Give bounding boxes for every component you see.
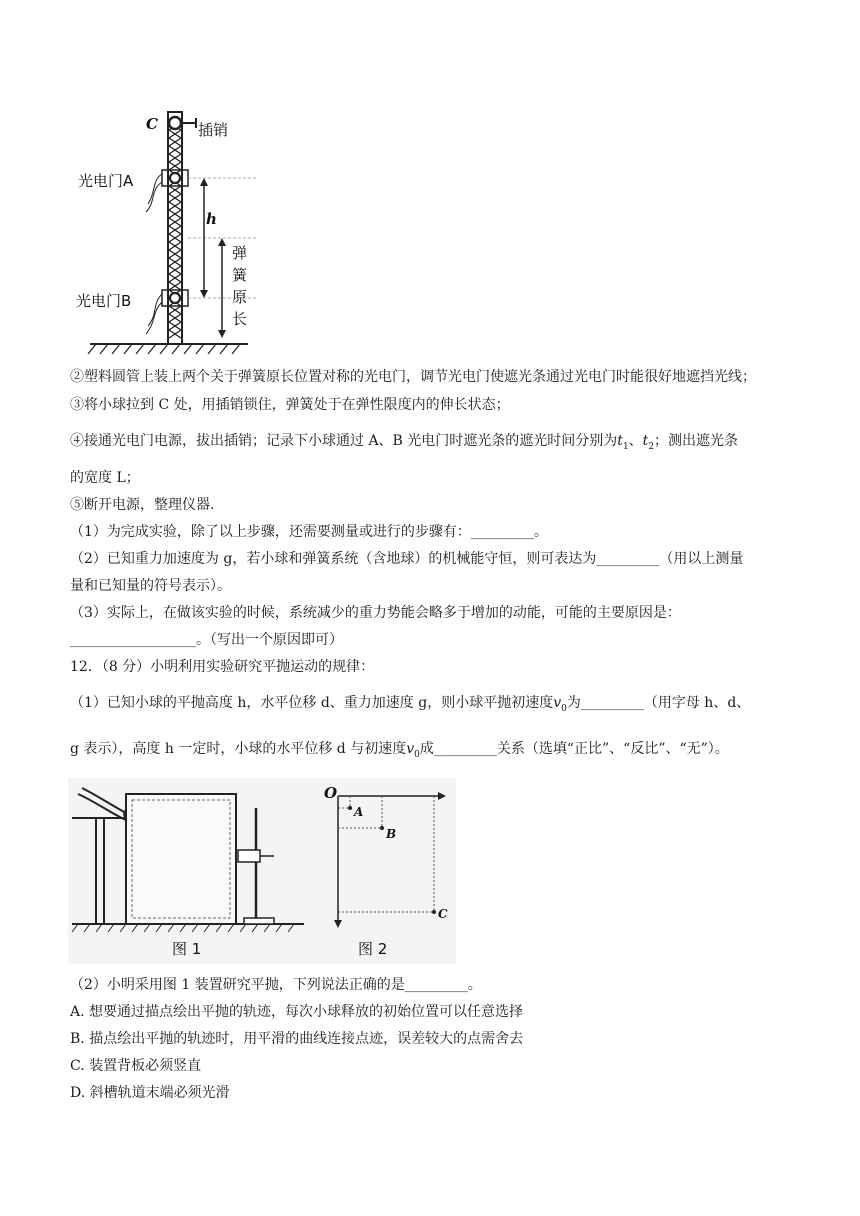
fig2-label-b: B — [386, 827, 397, 841]
projectile-figures — [68, 778, 456, 964]
option-a: A. 想要通过描点绘出平抛的轨迹，每次小球释放的初始位置可以任意选择 — [70, 1004, 524, 1020]
q12-part-1a-tail: 为_________（用字母 h、d、 — [566, 695, 751, 711]
figure-1-caption: 图 1 — [172, 940, 202, 958]
label-pin: 插销 — [198, 121, 229, 139]
q11-part-1: （1）为完成实验，除了以上步骤，还需要测量或进行的步骤有：_________。 — [70, 524, 548, 540]
t1-subscript: 1 — [622, 441, 629, 452]
spring-apparatus-figure — [72, 108, 262, 356]
q12-part-1b — [70, 739, 729, 765]
step-5: ⑤断开电源，整理仪器. — [70, 497, 215, 513]
label-spring-3: 原 — [232, 288, 248, 306]
figure-1-apparatus — [72, 788, 304, 932]
label-spring-4: 长 — [232, 310, 248, 328]
label-gate-a: 光电门A — [78, 172, 134, 190]
q11-part-2b: 量和已知量的符号表示）。 — [70, 578, 231, 594]
t-separator: 、 — [628, 433, 643, 449]
v0-symbol-2: v — [406, 741, 415, 757]
q12-part-1a-text: （1）已知小球的平抛高度 h，水平位移 d、重力加速度 g，则小球平抛初速度 — [70, 695, 554, 711]
label-spring-1: 弹 — [232, 244, 248, 262]
v0-symbol: v — [553, 695, 562, 711]
q12-part-2: （2）小明采用图 1 装置研究平抛，下列说法正确的是_________。 — [70, 977, 482, 993]
step-2: ②塑料圆管上装上两个关于弹簧原长位置对称的光电门，调节光电门使遮光条通过光电门时能很好地遮挡光线； — [70, 369, 756, 385]
label-h: h — [206, 210, 217, 228]
step-4-tail: ；测出遮光条 — [654, 433, 739, 449]
label-c: C — [146, 115, 158, 133]
v0-subscript: 0 — [561, 703, 567, 714]
label-spring-2: 簧 — [232, 266, 248, 284]
fig2-label-a: A — [354, 805, 364, 819]
q12-part-1a — [70, 693, 750, 719]
step-4 — [70, 431, 738, 457]
figure-2-trajectory — [334, 792, 446, 928]
figure-2-caption: 图 2 — [358, 940, 388, 958]
option-b: B. 描点绘出平抛的轨迹时，用平滑的曲线连接点迹，误差较大的点需舍去 — [70, 1031, 524, 1047]
q11-part-2a: （2）已知重力加速度为 g，若小球和弹簧系统（含地球）的机械能守恒，则可表达为_________（用以上测量 — [70, 551, 744, 567]
step-4-cont: 的宽度 L； — [70, 470, 140, 486]
step-3: ③将小球拉到 C 处，用插销锁住，弹簧处于在弹性限度内的伸长状态； — [70, 397, 510, 413]
q11-part-3b: __________________。（写出一个原因即可） — [70, 632, 343, 648]
option-c: C. 装置背板必须竖直 — [70, 1058, 202, 1074]
t2-subscript: 2 — [648, 441, 655, 452]
fig2-label-o: O — [324, 784, 338, 802]
q12-part-1b-tail: 成_________关系（选填“正比”、“反比”、“无”）。 — [419, 741, 729, 757]
fig2-label-c: C — [438, 907, 448, 921]
q12-header: 12．（8 分）小明利用实验研究平抛运动的规律： — [70, 659, 375, 675]
step-4-text: ④接通光电门电源，拔出插销；记录下小球通过 A、B 光电门时遮光条的遮光时间分别为 — [70, 433, 618, 449]
t2-symbol: t — [642, 433, 649, 449]
v0-subscript-2: 0 — [414, 749, 420, 760]
label-gate-b: 光电门B — [76, 292, 132, 310]
q11-part-3a: （3）实际上，在做该实验的时候，系统减少的重力势能会略多于增加的动能，可能的主要原因是： — [70, 605, 681, 621]
q12-part-1b-text: g 表示），高度 h 一定时，小球的水平位移 d 与初速度 — [70, 741, 407, 757]
t1-symbol: t — [617, 433, 623, 449]
option-d: D. 斜槽轨道末端必须光滑 — [70, 1085, 230, 1101]
